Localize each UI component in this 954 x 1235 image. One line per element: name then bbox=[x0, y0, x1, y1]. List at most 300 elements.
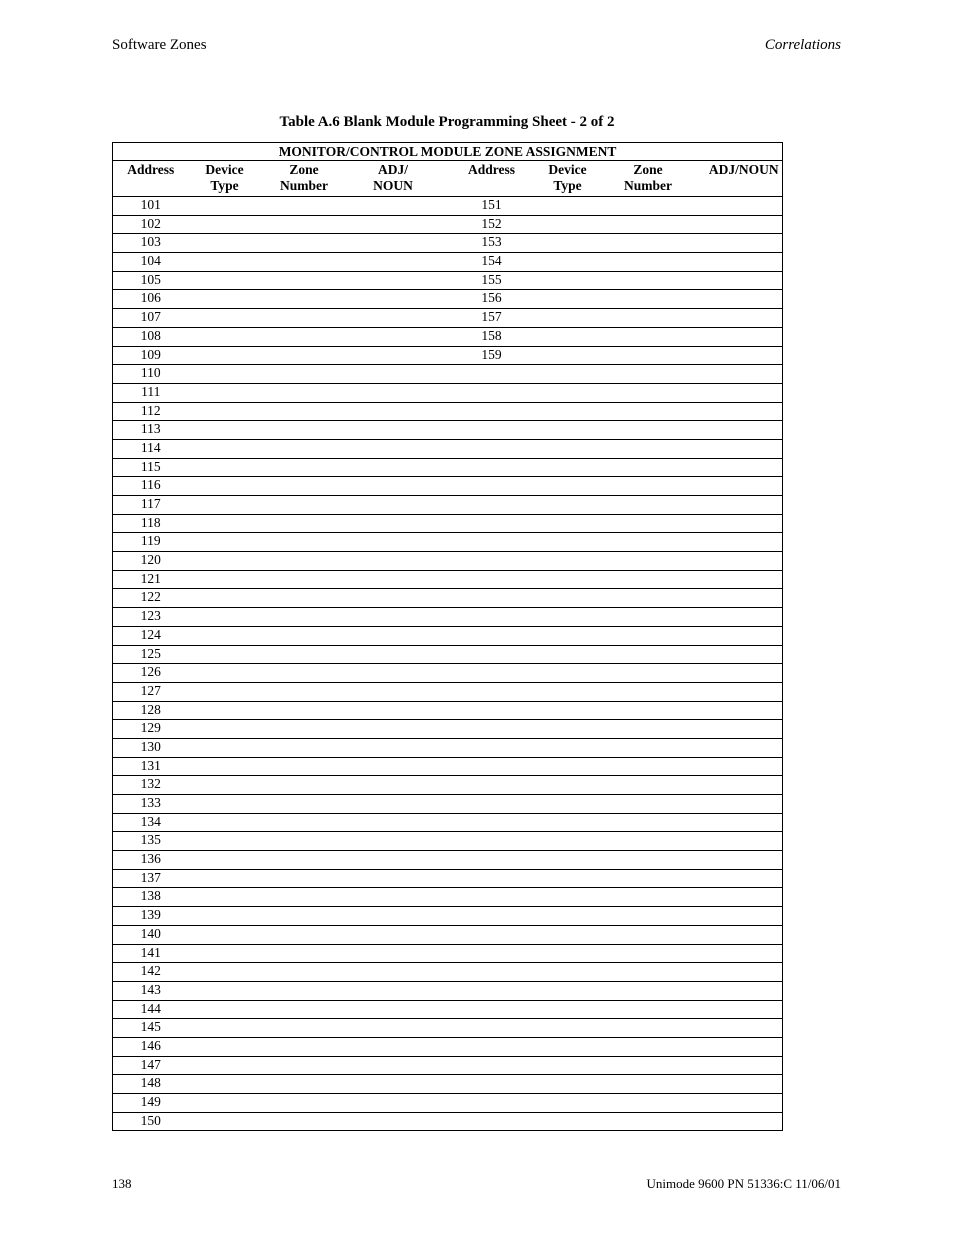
blank-entry-cell bbox=[261, 290, 348, 309]
blank-entry-cell bbox=[591, 327, 706, 346]
table-row bbox=[113, 514, 783, 533]
blank-entry-cell bbox=[591, 888, 706, 907]
blank-entry-cell bbox=[545, 720, 591, 739]
blank-entry-cell bbox=[545, 645, 591, 664]
table-row bbox=[113, 888, 783, 907]
blank-entry-cell bbox=[261, 496, 348, 515]
blank-entry-cell bbox=[706, 402, 783, 421]
blank-entry-cell bbox=[189, 533, 261, 552]
address-cell bbox=[439, 626, 545, 645]
address-cell: 114 bbox=[113, 439, 189, 458]
blank-entry-cell bbox=[189, 701, 261, 720]
blank-entry-cell bbox=[706, 963, 783, 982]
address-cell: 133 bbox=[113, 795, 189, 814]
blank-entry-cell bbox=[348, 309, 439, 328]
column-header-line: Device bbox=[548, 162, 587, 177]
table-row bbox=[113, 645, 783, 664]
blank-entry-cell bbox=[706, 365, 783, 384]
blank-entry-cell bbox=[261, 626, 348, 645]
address-cell bbox=[439, 402, 545, 421]
blank-entry-cell bbox=[706, 253, 783, 272]
blank-entry-cell bbox=[545, 383, 591, 402]
blank-entry-cell bbox=[545, 402, 591, 421]
blank-entry-cell bbox=[261, 813, 348, 832]
table-row bbox=[113, 383, 783, 402]
blank-entry-cell bbox=[261, 1037, 348, 1056]
address-cell: 119 bbox=[113, 533, 189, 552]
blank-entry-cell bbox=[591, 738, 706, 757]
column-header-line: NOUN bbox=[373, 178, 413, 193]
table-row bbox=[113, 421, 783, 440]
blank-entry-cell bbox=[189, 869, 261, 888]
address-cell: 121 bbox=[113, 570, 189, 589]
column-header bbox=[348, 161, 439, 197]
blank-entry-cell bbox=[706, 682, 783, 701]
address-cell bbox=[439, 533, 545, 552]
document-info: Unimode 9600 PN 51336:C 11/06/01 bbox=[646, 1176, 841, 1191]
blank-entry-cell bbox=[591, 290, 706, 309]
blank-entry-cell bbox=[348, 832, 439, 851]
address-cell: 151 bbox=[439, 197, 545, 216]
blank-entry-cell bbox=[261, 944, 348, 963]
address-cell: 110 bbox=[113, 365, 189, 384]
blank-entry-cell bbox=[706, 1019, 783, 1038]
address-cell: 156 bbox=[439, 290, 545, 309]
blank-entry-cell bbox=[189, 514, 261, 533]
address-cell: 146 bbox=[113, 1037, 189, 1056]
blank-entry-cell bbox=[591, 496, 706, 515]
address-cell bbox=[439, 963, 545, 982]
address-cell: 123 bbox=[113, 608, 189, 627]
blank-entry-cell bbox=[545, 1094, 591, 1113]
blank-entry-cell bbox=[706, 626, 783, 645]
address-cell: 139 bbox=[113, 907, 189, 926]
blank-entry-cell bbox=[545, 701, 591, 720]
address-cell: 111 bbox=[113, 383, 189, 402]
address-cell bbox=[439, 795, 545, 814]
address-cell bbox=[439, 776, 545, 795]
column-header bbox=[545, 161, 591, 197]
table-row bbox=[113, 1112, 783, 1131]
blank-entry-cell bbox=[545, 981, 591, 1000]
blank-entry-cell bbox=[706, 608, 783, 627]
blank-entry-cell bbox=[189, 1037, 261, 1056]
blank-entry-cell bbox=[591, 570, 706, 589]
table-row bbox=[113, 477, 783, 496]
blank-entry-cell bbox=[706, 570, 783, 589]
blank-entry-cell bbox=[261, 1000, 348, 1019]
blank-entry-cell bbox=[706, 1000, 783, 1019]
table-row bbox=[113, 664, 783, 683]
table-row bbox=[113, 907, 783, 926]
blank-entry-cell bbox=[545, 795, 591, 814]
blank-entry-cell bbox=[545, 439, 591, 458]
table-row bbox=[113, 309, 783, 328]
column-header bbox=[591, 161, 706, 197]
address-cell: 104 bbox=[113, 253, 189, 272]
blank-entry-cell bbox=[261, 215, 348, 234]
blank-entry-cell bbox=[261, 888, 348, 907]
blank-entry-cell bbox=[189, 981, 261, 1000]
blank-entry-cell bbox=[261, 645, 348, 664]
blank-entry-cell bbox=[348, 365, 439, 384]
address-cell: 106 bbox=[113, 290, 189, 309]
blank-entry-cell bbox=[591, 626, 706, 645]
blank-entry-cell bbox=[545, 1000, 591, 1019]
address-cell bbox=[439, 1075, 545, 1094]
table-row bbox=[113, 346, 783, 365]
address-cell bbox=[439, 907, 545, 926]
blank-entry-cell bbox=[591, 1094, 706, 1113]
blank-entry-cell bbox=[591, 1056, 706, 1075]
blank-entry-cell bbox=[706, 346, 783, 365]
blank-entry-cell bbox=[706, 496, 783, 515]
table-row bbox=[113, 981, 783, 1000]
blank-entry-cell bbox=[261, 608, 348, 627]
blank-entry-cell bbox=[261, 197, 348, 216]
address-cell bbox=[439, 869, 545, 888]
table-row bbox=[113, 851, 783, 870]
table-row bbox=[113, 439, 783, 458]
blank-entry-cell bbox=[348, 327, 439, 346]
blank-entry-cell bbox=[706, 869, 783, 888]
table-row bbox=[113, 589, 783, 608]
blank-entry-cell bbox=[348, 738, 439, 757]
blank-entry-cell bbox=[591, 309, 706, 328]
blank-entry-cell bbox=[545, 608, 591, 627]
blank-entry-cell bbox=[545, 327, 591, 346]
table-row bbox=[113, 253, 783, 272]
address-cell: 137 bbox=[113, 869, 189, 888]
blank-entry-cell bbox=[348, 533, 439, 552]
blank-entry-cell bbox=[261, 533, 348, 552]
blank-entry-cell bbox=[261, 869, 348, 888]
blank-entry-cell bbox=[348, 1037, 439, 1056]
table-row bbox=[113, 776, 783, 795]
address-cell: 128 bbox=[113, 701, 189, 720]
blank-entry-cell bbox=[348, 290, 439, 309]
blank-entry-cell bbox=[189, 421, 261, 440]
blank-entry-cell bbox=[189, 253, 261, 272]
blank-entry-cell bbox=[591, 197, 706, 216]
address-cell: 140 bbox=[113, 925, 189, 944]
blank-entry-cell bbox=[189, 589, 261, 608]
blank-entry-cell bbox=[591, 589, 706, 608]
blank-entry-cell bbox=[348, 552, 439, 571]
blank-entry-cell bbox=[545, 1037, 591, 1056]
blank-entry-cell bbox=[706, 1056, 783, 1075]
blank-entry-cell bbox=[189, 1056, 261, 1075]
blank-entry-cell bbox=[261, 963, 348, 982]
address-cell: 118 bbox=[113, 514, 189, 533]
blank-entry-cell bbox=[706, 1075, 783, 1094]
blank-entry-cell bbox=[348, 589, 439, 608]
blank-entry-cell bbox=[261, 1056, 348, 1075]
table-row bbox=[113, 757, 783, 776]
blank-entry-cell bbox=[189, 496, 261, 515]
blank-entry-cell bbox=[545, 1019, 591, 1038]
column-header bbox=[113, 161, 189, 197]
address-cell: 148 bbox=[113, 1075, 189, 1094]
address-cell bbox=[439, 645, 545, 664]
table-row bbox=[113, 813, 783, 832]
table-row bbox=[113, 963, 783, 982]
blank-entry-cell bbox=[545, 234, 591, 253]
address-cell: 152 bbox=[439, 215, 545, 234]
blank-entry-cell bbox=[348, 271, 439, 290]
blank-entry-cell bbox=[706, 309, 783, 328]
table-row bbox=[113, 720, 783, 739]
table-row bbox=[113, 1056, 783, 1075]
blank-entry-cell bbox=[261, 851, 348, 870]
blank-entry-cell bbox=[545, 514, 591, 533]
blank-entry-cell bbox=[189, 458, 261, 477]
blank-entry-cell bbox=[261, 477, 348, 496]
table-row bbox=[113, 552, 783, 571]
blank-entry-cell bbox=[189, 327, 261, 346]
blank-entry-cell bbox=[591, 907, 706, 926]
blank-entry-cell bbox=[545, 664, 591, 683]
address-cell: 126 bbox=[113, 664, 189, 683]
table-row bbox=[113, 570, 783, 589]
blank-entry-cell bbox=[189, 682, 261, 701]
blank-entry-cell bbox=[591, 552, 706, 571]
address-cell: 136 bbox=[113, 851, 189, 870]
blank-entry-cell bbox=[545, 626, 591, 645]
blank-entry-cell bbox=[348, 626, 439, 645]
table-body bbox=[113, 197, 783, 1131]
blank-entry-cell bbox=[545, 907, 591, 926]
blank-entry-cell bbox=[348, 682, 439, 701]
blank-entry-cell bbox=[189, 290, 261, 309]
blank-entry-cell bbox=[706, 271, 783, 290]
table-row bbox=[113, 215, 783, 234]
blank-entry-cell bbox=[591, 421, 706, 440]
blank-entry-cell bbox=[591, 215, 706, 234]
table-row bbox=[113, 365, 783, 384]
blank-entry-cell bbox=[348, 664, 439, 683]
blank-entry-cell bbox=[348, 925, 439, 944]
column-header bbox=[706, 161, 783, 197]
address-cell: 127 bbox=[113, 682, 189, 701]
blank-entry-cell bbox=[706, 533, 783, 552]
blank-entry-cell bbox=[348, 869, 439, 888]
blank-entry-cell bbox=[545, 776, 591, 795]
address-cell: 142 bbox=[113, 963, 189, 982]
blank-entry-cell bbox=[545, 290, 591, 309]
blank-entry-cell bbox=[545, 832, 591, 851]
address-cell: 157 bbox=[439, 309, 545, 328]
address-cell: 116 bbox=[113, 477, 189, 496]
blank-entry-cell bbox=[189, 552, 261, 571]
blank-entry-cell bbox=[189, 795, 261, 814]
table-row bbox=[113, 701, 783, 720]
column-header-line: ADJ/NOUN bbox=[708, 162, 779, 177]
blank-entry-cell bbox=[591, 963, 706, 982]
table-row bbox=[113, 1000, 783, 1019]
blank-entry-cell bbox=[706, 925, 783, 944]
blank-entry-cell bbox=[706, 757, 783, 776]
address-cell bbox=[439, 496, 545, 515]
column-header-line: Type bbox=[553, 178, 582, 193]
address-cell bbox=[439, 589, 545, 608]
blank-entry-cell bbox=[545, 813, 591, 832]
blank-entry-cell bbox=[545, 944, 591, 963]
blank-entry-cell bbox=[189, 215, 261, 234]
blank-entry-cell bbox=[189, 608, 261, 627]
blank-entry-cell bbox=[261, 514, 348, 533]
running-header-chapter: Correlations bbox=[764, 37, 841, 53]
blank-entry-cell bbox=[706, 944, 783, 963]
blank-entry-cell bbox=[591, 365, 706, 384]
table-row bbox=[113, 944, 783, 963]
blank-entry-cell bbox=[348, 795, 439, 814]
blank-entry-cell bbox=[261, 981, 348, 1000]
blank-entry-cell bbox=[189, 570, 261, 589]
blank-entry-cell bbox=[545, 963, 591, 982]
blank-entry-cell bbox=[591, 458, 706, 477]
table-row bbox=[113, 290, 783, 309]
blank-entry-cell bbox=[545, 570, 591, 589]
blank-entry-cell bbox=[545, 533, 591, 552]
blank-entry-cell bbox=[261, 1094, 348, 1113]
blank-entry-cell bbox=[591, 439, 706, 458]
table-row bbox=[113, 1019, 783, 1038]
table-row bbox=[113, 869, 783, 888]
blank-entry-cell bbox=[348, 907, 439, 926]
blank-entry-cell bbox=[706, 421, 783, 440]
blank-entry-cell bbox=[545, 869, 591, 888]
blank-entry-cell bbox=[545, 477, 591, 496]
column-header bbox=[261, 161, 348, 197]
blank-entry-cell bbox=[189, 1075, 261, 1094]
blank-entry-cell bbox=[706, 720, 783, 739]
blank-entry-cell bbox=[348, 1056, 439, 1075]
blank-entry-cell bbox=[706, 383, 783, 402]
table-row bbox=[113, 608, 783, 627]
address-cell bbox=[439, 757, 545, 776]
blank-entry-cell bbox=[189, 197, 261, 216]
address-cell: 141 bbox=[113, 944, 189, 963]
address-cell: 109 bbox=[113, 346, 189, 365]
blank-entry-cell bbox=[545, 1075, 591, 1094]
address-cell bbox=[439, 365, 545, 384]
blank-entry-cell bbox=[591, 1112, 706, 1131]
blank-entry-cell bbox=[261, 1019, 348, 1038]
blank-entry-cell bbox=[706, 439, 783, 458]
blank-entry-cell bbox=[189, 383, 261, 402]
table-caption: Table A.6 Blank Module Programming Sheet - 2 of 2 bbox=[279, 114, 615, 130]
blank-entry-cell bbox=[261, 757, 348, 776]
blank-entry-cell bbox=[189, 271, 261, 290]
address-cell: 150 bbox=[113, 1112, 189, 1131]
blank-entry-cell bbox=[189, 832, 261, 851]
blank-entry-cell bbox=[545, 271, 591, 290]
blank-entry-cell bbox=[261, 570, 348, 589]
blank-entry-cell bbox=[591, 869, 706, 888]
address-cell bbox=[439, 570, 545, 589]
blank-entry-cell bbox=[261, 1075, 348, 1094]
blank-entry-cell bbox=[189, 851, 261, 870]
address-cell: 108 bbox=[113, 327, 189, 346]
blank-entry-cell bbox=[591, 608, 706, 627]
blank-entry-cell bbox=[189, 664, 261, 683]
address-cell: 134 bbox=[113, 813, 189, 832]
blank-entry-cell bbox=[545, 1112, 591, 1131]
blank-entry-cell bbox=[591, 533, 706, 552]
blank-entry-cell bbox=[591, 383, 706, 402]
table-row bbox=[113, 925, 783, 944]
address-cell bbox=[439, 682, 545, 701]
blank-entry-cell bbox=[189, 888, 261, 907]
blank-entry-cell bbox=[706, 215, 783, 234]
address-cell bbox=[439, 552, 545, 571]
column-header-line: Zone bbox=[633, 162, 663, 177]
blank-entry-cell bbox=[591, 757, 706, 776]
blank-entry-cell bbox=[545, 851, 591, 870]
blank-entry-cell bbox=[591, 795, 706, 814]
address-cell: 117 bbox=[113, 496, 189, 515]
address-cell bbox=[439, 1094, 545, 1113]
blank-entry-cell bbox=[591, 813, 706, 832]
address-cell: 153 bbox=[439, 234, 545, 253]
column-header-line: Device bbox=[205, 162, 244, 177]
blank-entry-cell bbox=[348, 1094, 439, 1113]
blank-entry-cell bbox=[706, 589, 783, 608]
blank-entry-cell bbox=[591, 944, 706, 963]
address-cell bbox=[439, 1037, 545, 1056]
blank-entry-cell bbox=[591, 402, 706, 421]
blank-entry-cell bbox=[189, 402, 261, 421]
blank-entry-cell bbox=[706, 851, 783, 870]
address-cell: 113 bbox=[113, 421, 189, 440]
blank-entry-cell bbox=[189, 439, 261, 458]
blank-entry-cell bbox=[348, 888, 439, 907]
blank-entry-cell bbox=[545, 458, 591, 477]
blank-entry-cell bbox=[189, 1019, 261, 1038]
blank-entry-cell bbox=[348, 253, 439, 272]
address-cell: 149 bbox=[113, 1094, 189, 1113]
address-cell bbox=[439, 383, 545, 402]
blank-entry-cell bbox=[261, 552, 348, 571]
blank-entry-cell bbox=[545, 309, 591, 328]
table-row bbox=[113, 1094, 783, 1113]
blank-entry-cell bbox=[261, 664, 348, 683]
blank-entry-cell bbox=[706, 664, 783, 683]
blank-entry-cell bbox=[261, 402, 348, 421]
blank-entry-cell bbox=[189, 1000, 261, 1019]
address-cell: 107 bbox=[113, 309, 189, 328]
blank-entry-cell bbox=[706, 888, 783, 907]
address-cell bbox=[439, 1112, 545, 1131]
blank-entry-cell bbox=[261, 738, 348, 757]
blank-entry-cell bbox=[261, 701, 348, 720]
column-header bbox=[189, 161, 261, 197]
blank-entry-cell bbox=[189, 309, 261, 328]
blank-entry-cell bbox=[348, 215, 439, 234]
blank-entry-cell bbox=[545, 365, 591, 384]
blank-entry-cell bbox=[348, 346, 439, 365]
table-row bbox=[113, 458, 783, 477]
address-cell bbox=[439, 720, 545, 739]
blank-entry-cell bbox=[348, 197, 439, 216]
blank-entry-cell bbox=[261, 346, 348, 365]
blank-entry-cell bbox=[261, 907, 348, 926]
address-cell bbox=[439, 664, 545, 683]
address-cell bbox=[439, 851, 545, 870]
blank-entry-cell bbox=[545, 682, 591, 701]
blank-entry-cell bbox=[348, 1112, 439, 1131]
